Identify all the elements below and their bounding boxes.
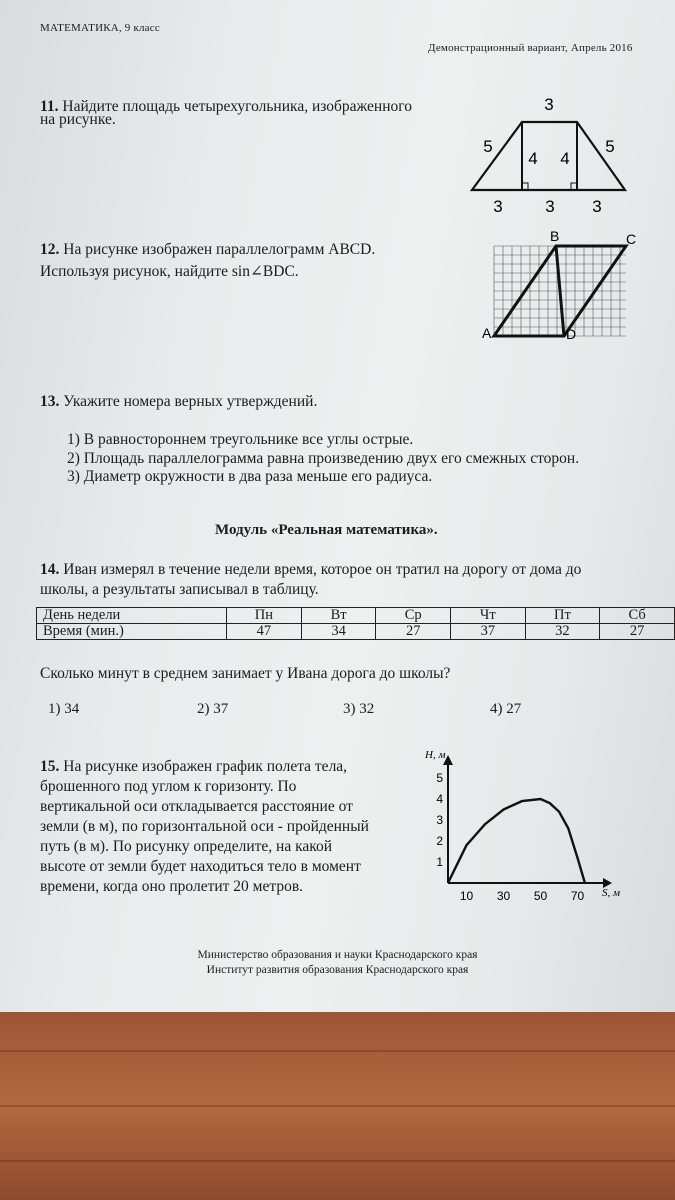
table-cell: День недели (37, 608, 227, 624)
label-base-1: 3 (493, 197, 503, 216)
table-cell: Вт (301, 608, 376, 624)
q14-line1: Иван измерял в течение недели время, которое он тратил на дорогу от дома до (63, 561, 582, 578)
y-tick-label: 1 (436, 855, 443, 869)
q15-line-4: земли (в м), по горизонтальной оси - пройденный (40, 818, 369, 835)
table-cell: Ср (376, 608, 451, 624)
q14-option-4: 4) 27 (490, 701, 522, 717)
trajectory-line (448, 799, 585, 883)
footer-line-2: Институт развития образования Краснодарского края (206, 964, 469, 976)
q12-line2: Используя рисунок, найдите sin∠BDC. (40, 263, 299, 280)
label-left-side: 5 (483, 137, 493, 156)
label-B: B (550, 228, 560, 244)
q15-line-7: времени, когда оно пролетит 20 метров. (40, 878, 304, 895)
header-subject: МАТЕМАТИКА, 9 класс (40, 22, 160, 34)
table-cell: Чт (451, 608, 526, 624)
y-tick-label: 4 (436, 792, 443, 806)
header-variant: Демонстрационный вариант, Апрель 2016 (428, 42, 633, 54)
table-cell: 47 (227, 624, 302, 640)
label-right-side: 5 (605, 137, 615, 156)
q15-line-1: На рисунке изображен график полета тела, (63, 758, 348, 775)
q15-flight-chart (405, 745, 645, 910)
label-base-3: 3 (592, 197, 602, 216)
q14-option-3: 3) 32 (343, 701, 375, 717)
q13-item-1: 1) В равностороннем треугольнике все углы острые. (67, 431, 414, 448)
x-tick-label: 70 (570, 889, 585, 903)
table-cell: Сб (600, 608, 675, 624)
label-height-right: 4 (560, 149, 570, 168)
q12-number: 12. (40, 241, 60, 258)
y-tick-label: 5 (436, 771, 443, 785)
y-tick-label: 2 (436, 834, 443, 848)
q12-text (40, 240, 375, 259)
q14-line2: школы, а результаты записывал в таблицу. (40, 581, 319, 598)
q14-table (36, 607, 675, 640)
label-base-2: 3 (545, 197, 555, 216)
label-height-left: 4 (528, 149, 538, 168)
label-A: A (482, 325, 492, 341)
table-row (37, 608, 675, 624)
wooden-table (0, 1010, 675, 1200)
q11-line2: на рисунке. (40, 111, 116, 128)
q14-text (40, 560, 581, 579)
table-cell: 27 (376, 624, 451, 640)
y-axis-label: H, м (425, 749, 446, 761)
q15-line-6: высоте от земли будет находиться тело в момент (40, 858, 361, 875)
table-cell: Время (мин.) (37, 624, 227, 640)
q11-number: 11. (40, 98, 59, 115)
q13-item-2: 2) Площадь параллелограмма равна произведению двух его смежных сторон. (67, 450, 580, 467)
table-cell: 27 (600, 624, 675, 640)
x-tick-label: 30 (496, 889, 511, 903)
q13-number: 13. (40, 393, 60, 410)
q15-line-5: путь (в м). По рисунку определите, на какой (40, 838, 333, 855)
q15-line-2: брошенного под углом к горизонту. По (40, 778, 297, 795)
table-row (37, 624, 675, 640)
q12-parallelogram-figure (470, 226, 645, 346)
q13-item-3: 3) Диаметр окружности в два раза меньше его радиуса. (67, 468, 433, 485)
table-cell: Пт (525, 608, 600, 624)
q14-question: Сколько минут в среднем занимает у Ивана дорога до школы? (40, 665, 451, 682)
table-cell: Пн (227, 608, 302, 624)
q13-text (40, 392, 317, 411)
module-title: Модуль «Реальная математика». (215, 522, 438, 538)
x-tick-label: 50 (533, 889, 548, 903)
label-top: 3 (544, 95, 554, 114)
q12-line1: На рисунке изображен параллелограмм ABCD. (63, 241, 376, 258)
label-D: D (566, 326, 577, 342)
q15-number: 15. (40, 758, 60, 775)
x-tick-label: 10 (459, 889, 474, 903)
table-cell: 32 (525, 624, 600, 640)
table-cell: 34 (301, 624, 376, 640)
q15-line-3: вертикальной оси откладывается расстояние от (40, 798, 353, 815)
q14-option-1: 1) 34 (48, 701, 80, 717)
q11-line1: Найдите площадь четырехугольника, изображенного (62, 98, 412, 115)
q11-trapezoid-figure (460, 92, 640, 217)
q14-number: 14. (40, 561, 60, 578)
q13-prompt: Укажите номера верных утверждений. (63, 393, 318, 410)
table-cell: 37 (451, 624, 526, 640)
q14-option-2: 2) 37 (197, 701, 229, 717)
footer-line-1: Министерство образования и науки Краснодарского края (197, 949, 478, 961)
q15-text (40, 757, 347, 776)
label-C: C (626, 231, 637, 247)
y-tick-label: 3 (436, 813, 443, 827)
x-axis-label: S, м (602, 887, 621, 899)
